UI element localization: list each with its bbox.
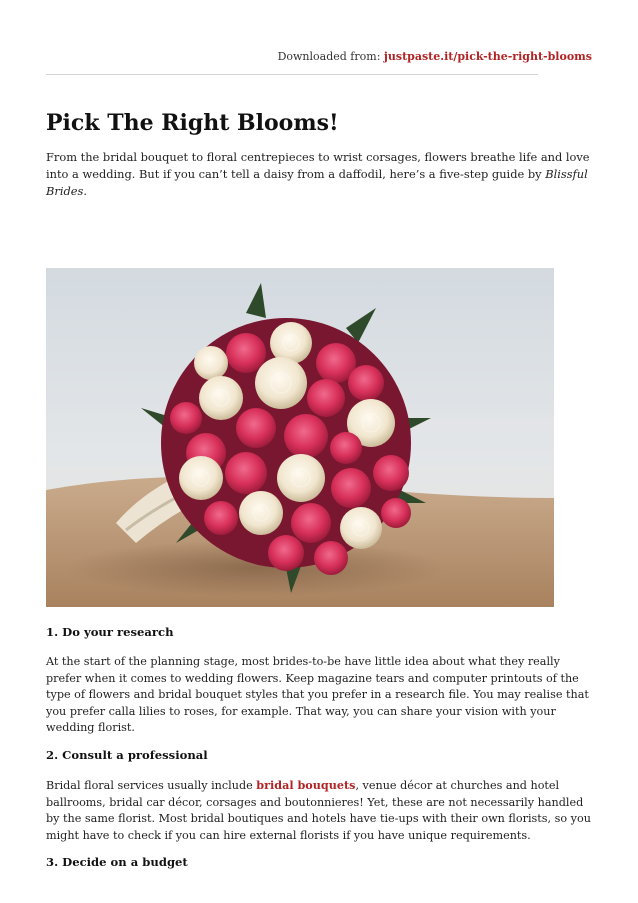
intro-text: From the bridal bouquet to floral centrepieces to wrist corsages, flowers breathe life and love into a wedding. But if you can’t tell a daisy from a daffodil, here’s a five-step guide by: [46, 150, 590, 181]
bridal-bouquets-link[interactable]: bridal bouquets: [256, 777, 356, 792]
section-1-text: At the start of the planning stage, most brides-to-be have little idea about what they really prefer when it comes to wedding flowers. Keep magazine tears and computer printouts of the type of flowers and bridal bouquet styles that you prefer in a research file. You may realise that you prefer calla lilies to roses, for example. That way, you can share your vision with your wedding florist.: [46, 655, 589, 735]
header-divider: [46, 74, 538, 75]
source-link[interactable]: justpaste.it/pick-the-right-blooms: [383, 50, 592, 63]
intro-end: .: [83, 184, 87, 198]
bouquet-photo: [46, 268, 554, 607]
intro-paragraph: [46, 149, 594, 200]
section-2-heading: 2. Consult a professional: [46, 747, 208, 762]
article: [46, 108, 594, 870]
page-title: Pick The Right Blooms!: [46, 110, 339, 136]
section-3-heading: 3. Decide on a budget: [46, 855, 188, 870]
section-2-text-before: Bridal floral services usually include: [46, 778, 257, 792]
section-2-text-after: , venue décor at churches and hotel ballrooms, bridal car décor, corsages and boutonnieres! Yet, these are not necessarily handled by the same florist. Most bridal boutiques and hotels have tie-ups with their own florists, so you might have to check if you can hire external florists if you have unique requirements.: [46, 778, 591, 842]
section-1-heading: 1. Do your research: [46, 625, 174, 639]
section-2-text: [46, 777, 594, 844]
source-prefix: Downloaded from:: [277, 50, 381, 63]
intro-brand: Blissful Brides: [46, 167, 588, 198]
source-line: [278, 50, 592, 63]
